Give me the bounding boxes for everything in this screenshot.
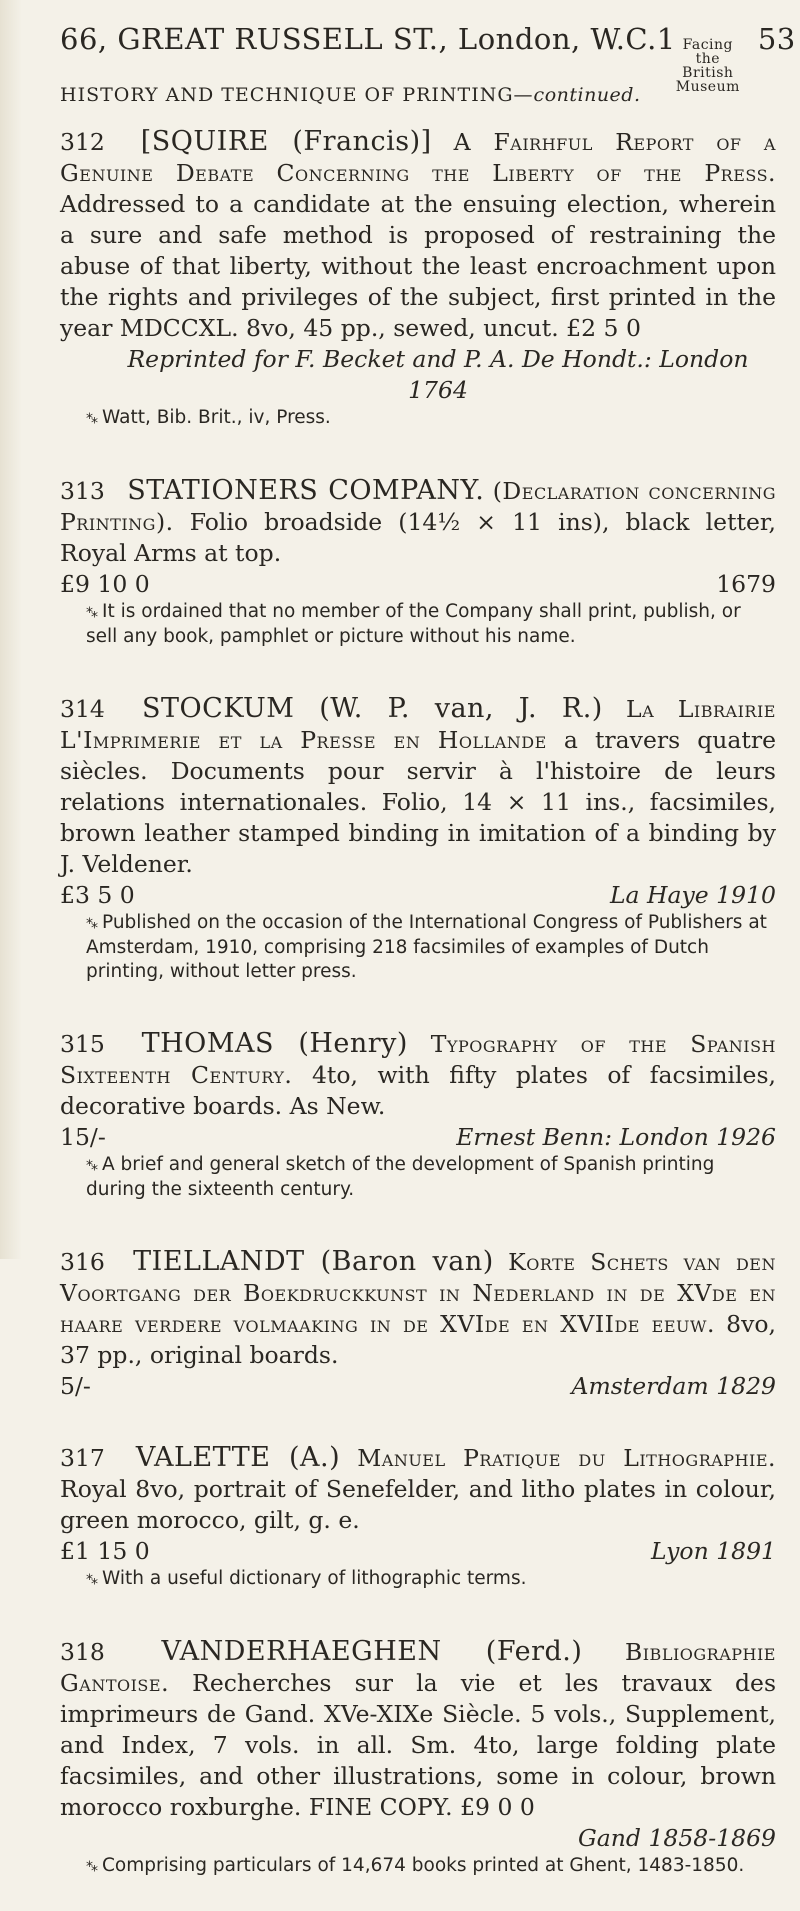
facing-line-2: British Museum [675,65,740,95]
section-heading [60,84,776,106]
entry-note-text: Comprising particulars of 14,674 books printed at Ghent, 1483-1850. [102,1855,745,1876]
entry-title: (Declaration concerning Printing). [60,477,776,536]
entry-author: THOMAS (Henry) [141,1028,408,1059]
entry-body [60,693,776,880]
entry-body [60,126,776,344]
entry-author: STATIONERS COMPANY. [127,475,485,506]
entry-note [60,911,776,984]
entry-imprint: Amsterdam 1829 [571,1372,776,1400]
catalogue-entry [60,475,776,649]
entry-title: Korte Schets van den Voortgang der Boekdruckkunst in Nederland in de XVde en haare verdere volmaaking in de XVIde en XVIIde eeuw. [60,1248,776,1338]
entry-author: STOCKUM (W. P. van, J. R.) [142,693,603,724]
entry-price-line [60,880,776,911]
entry-imprint: Ernest Benn: London 1926 [456,1123,776,1151]
entry-price: £9 0 0 [460,1793,535,1821]
entry-title: Bibliographie Gantoise. [60,1638,776,1697]
entry-number: 313 [60,477,105,505]
entry-description: Addressed to a candidate at the ensuing election, wherein a sure and safe method is proposed of restraining the abuse of that liberty, without the least encroachment upon the rights and privileges of the subject, first printed in the year MDCCXL. 8vo, 45 pp., sewed, uncut. [60,190,776,342]
entry-price: £2 5 0 [566,314,641,342]
entry-author: VALETTE (A.) [135,1442,341,1473]
entry-imprint: Gand 1858-1869 [578,1824,776,1852]
catalogue-entry [60,1246,776,1402]
entry-description: Royal 8vo, portrait of Senefelder, and litho plates in colour, green morocco, gilt, g. e. [60,1475,776,1534]
entry-note [60,600,776,649]
entry-title: La Librairie L'Imprimerie et la Presse en Hollande [60,695,776,754]
entry-number: 317 [60,1444,105,1472]
entry-number: 312 [60,128,105,156]
entry-imprint: Lyon 1891 [650,1537,776,1565]
asterism-icon: *⁎ [86,411,96,427]
entry-number: 316 [60,1248,105,1276]
entry-price: £3 5 0 [60,881,135,909]
catalogue-entry [60,1636,776,1879]
entry-number: 318 [60,1638,105,1666]
entry-description: Folio broadside (14½ × 11 ins), black letter, Royal Arms at top. [60,508,776,567]
entry-author: VANDERHAEGHEN (Ferd.) [161,1636,583,1667]
entry-body [60,1246,776,1371]
catalogue-entry [60,1442,776,1592]
entry-number: 314 [60,695,105,723]
entry-price: 15/- [60,1123,106,1151]
entry-author: TIELLANDT (Baron van) [133,1246,494,1277]
asterism-icon: *⁎ [86,1158,96,1174]
entry-note-text: Published on the occasion of the International Congress of Publishers at Amsterdam, 1910, comprising 218 facsimiles of examples of Dutch printing, without letter press. [86,912,767,982]
entry-description: 4to, with fifty plates of facsimiles, decorative boards. As New. [60,1061,776,1120]
catalogue-entry [60,126,776,431]
asterism-icon: *⁎ [86,1859,96,1875]
entry-author: [SQUIRE (Francis)] [140,126,432,157]
facing-note [676,38,740,94]
entry-body [60,1636,776,1823]
asterism-icon: *⁎ [86,916,96,932]
entry-note [60,1567,776,1592]
entry-price-line [60,569,776,600]
entry-body [60,1028,776,1122]
entry-title: Typography of the Spanish Sixteenth Century. [60,1030,776,1089]
entry-body [60,475,776,569]
facing-line-1: Facing the [682,37,734,67]
entry-title: A Fairhful Report of a Genuine Debate Concerning the Liberty of the Press. [60,128,776,187]
page-edge-shadow [0,0,22,1259]
entry-body [60,1442,776,1536]
entry-price: 5/- [60,1372,91,1400]
entry-note-text: With a useful dictionary of lithographic terms. [102,1568,527,1589]
section-continued: continued. [533,84,641,106]
entry-note [60,1153,776,1202]
asterism-icon: *⁎ [86,605,96,621]
entry-number: 315 [60,1030,105,1058]
entry-note [60,406,776,431]
entry-imprint: 1679 [716,570,776,598]
entry-imprint: La Haye 1910 [609,881,776,909]
entry-title: Manuel Pratique du Lithographie. [357,1444,776,1472]
header-right [676,22,796,94]
catalogue-entry [60,1028,776,1202]
entry-imprint: Reprinted for F. Becket and P. A. De Hondt.: London 1764 [127,345,749,404]
entry-note-text: It is ordained that no member of the Company shall print, publish, or sell any book, pamphlet or picture without his name. [86,601,741,647]
entry-price: £9 10 0 [60,570,150,598]
entry-price-line [60,1371,776,1402]
entry-description: Recherches sur la vie et les travaux des imprimeurs de Gand. XVe-XIXe Siècle. 5 vols., Supplement, and Index, 7 vols. in all. Sm. 4to, large folding plate facsimiles, and other illustrations, some in colour, brown morocco roxburghe. FINE COPY. [60,1669,776,1821]
entry-description: a travers quatre siècles. Documents pour servir à l'histoire de leurs relations internationales. Folio, 14 × 11 ins., facsimiles, brown leather stamped binding in imitation of a binding by J. Veldener. [60,726,776,878]
asterism-icon: *⁎ [86,1572,96,1588]
entry-note-text: Watt, Bib. Brit., iv, Press. [102,407,331,428]
entry-note [60,1854,776,1879]
entry-note-text: A brief and general sketch of the development of Spanish printing during the sixteenth century. [86,1154,715,1200]
entry-description: 8vo, 37 pp., original boards. [60,1310,776,1369]
entry-price-line [60,1536,776,1567]
section-title: HISTORY AND TECHNIQUE OF PRINTING— [60,84,534,106]
entry-price: £1 15 0 [60,1537,150,1565]
catalogue-page [60,22,796,1911]
entry-price-line [60,1122,776,1153]
catalogue-entry [60,693,776,984]
bookseller-address: 66, GREAT RUSSELL ST., London, W.C.1 [60,22,676,56]
page-number: 53 [757,22,796,56]
